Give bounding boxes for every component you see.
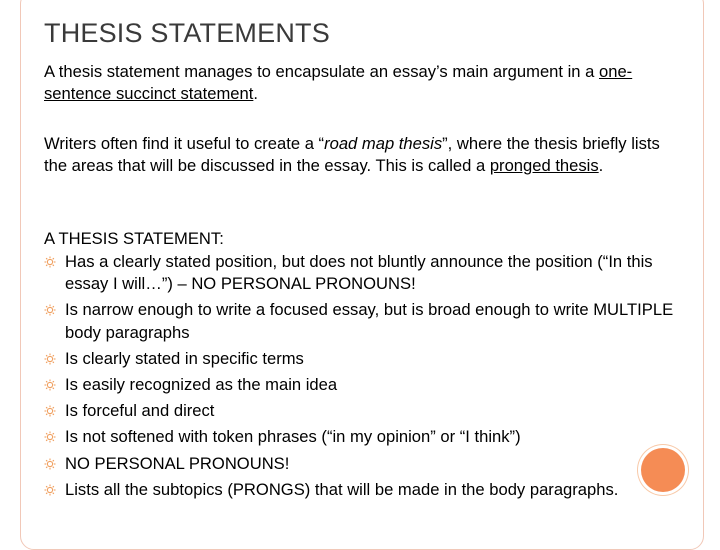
list-item-text: NO PERSONAL PRONOUNS! — [65, 453, 290, 473]
list-item-text: Is clearly stated in specific terms — [65, 348, 304, 368]
list-item-text: Is forceful and direct — [65, 401, 215, 421]
list-item-text: Is narrow enough to write a focused essay, but is broad enough to write MULTIPLE body paragraphs — [65, 300, 674, 342]
intro-underlined-phrase: one-sentence succinct statement — [44, 62, 633, 103]
list-item-text: Lists all the subtopics (PRONGS) that will be made in the body paragraphs. — [65, 479, 619, 499]
pronged-thesis-phrase: pronged thesis — [489, 156, 599, 175]
intro-text-end: . — [253, 84, 258, 103]
list-item — [44, 479, 684, 501]
list-item-text: Is not softened with token phrases (“in my opinion” or “I think”) — [65, 427, 521, 447]
sun-bullet-icon — [44, 431, 56, 443]
list-item — [44, 453, 684, 475]
sun-bullet-icon — [44, 458, 56, 470]
list-item — [44, 374, 684, 396]
list-item — [44, 400, 684, 422]
orange-circle-icon — [641, 448, 685, 492]
road-map-text-start: Writers often find it useful to create a “ — [44, 134, 325, 153]
slide-title: THESIS STATEMENTS — [44, 18, 330, 48]
sun-bullet-icon — [44, 304, 56, 316]
list-item — [44, 426, 684, 448]
sun-bullet-icon — [44, 353, 56, 365]
list-item — [44, 299, 684, 343]
intro-paragraph — [44, 61, 674, 105]
road-map-text-middle: ”, where the thesis briefly lists the areas that will be discussed in the essay. This is called a — [44, 134, 660, 175]
list-item-text: Has a clearly stated position, but does not bluntly announce the position (“In this essay I will…”) – NO PERSONAL PRONOUNS! — [65, 252, 653, 294]
thesis-criteria-list — [44, 251, 684, 505]
sun-bullet-icon — [44, 256, 56, 268]
sun-bullet-icon — [44, 405, 56, 417]
road-map-text-end: . — [598, 156, 604, 175]
sun-bullet-icon — [44, 484, 56, 496]
list-heading: A THESIS STATEMENT: — [44, 229, 224, 248]
list-item-text: Is easily recognized as the main idea — [65, 375, 338, 395]
list-item — [44, 348, 684, 370]
intro-text: A thesis statement manages to encapsulate an essay’s main argument in a — [44, 62, 599, 81]
sun-bullet-icon — [44, 379, 56, 391]
list-item — [44, 251, 684, 295]
road-map-italic-phrase: road map thesis — [324, 134, 443, 153]
road-map-paragraph — [44, 133, 674, 177]
